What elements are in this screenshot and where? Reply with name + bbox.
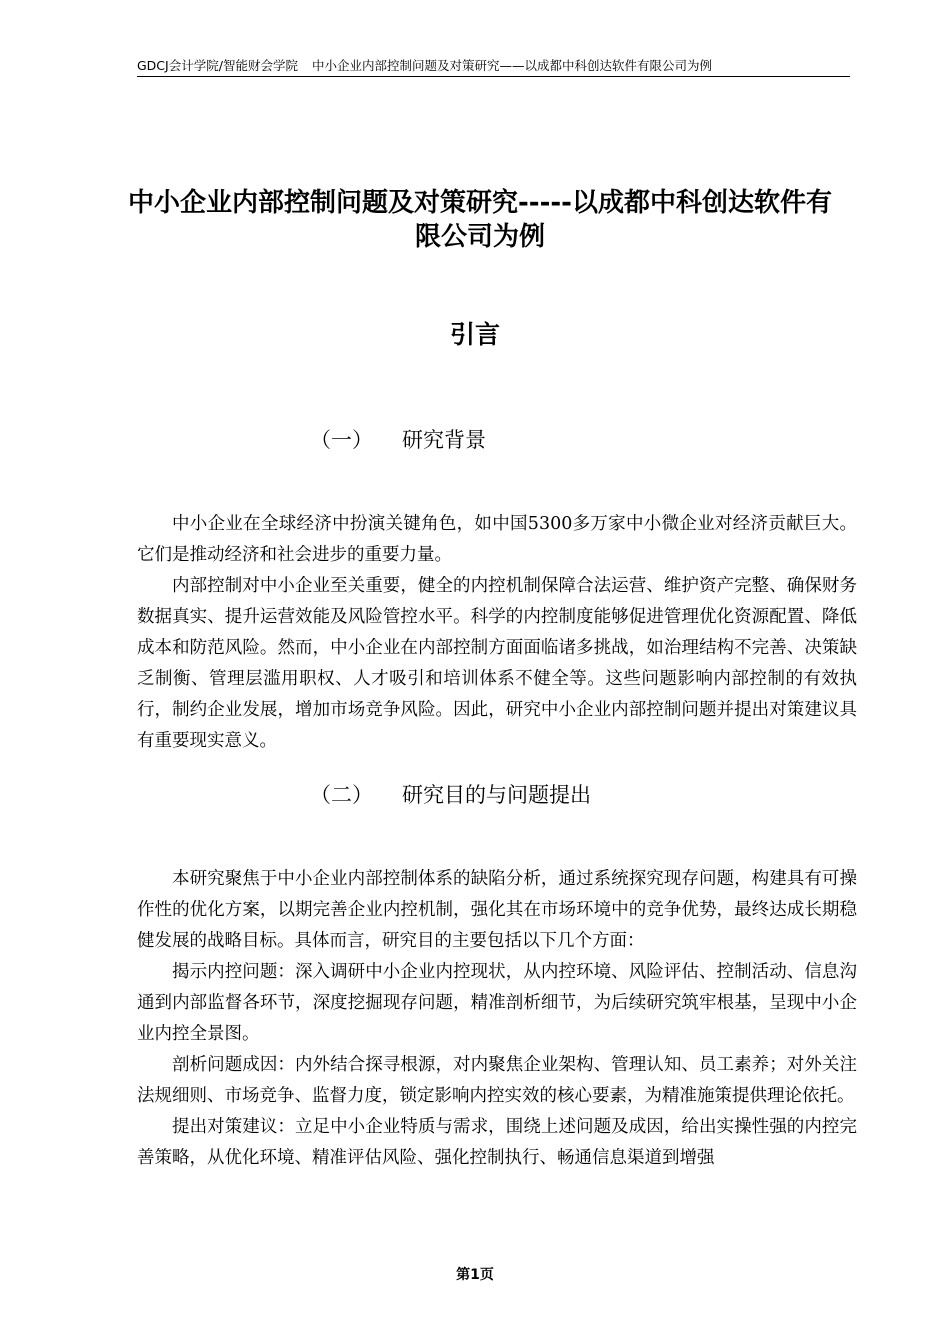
paragraph: 提出对策建议：立足中小企业特质与需求，围绕上述问题及成因，给出实操性强的内控完善策略，从优化环境、精准评估风险、强化控制执行、畅通信息渠道到增强: [137, 1117, 857, 1168]
page-number: 第1页: [456, 1267, 494, 1283]
section-title: 研究背景: [402, 428, 486, 452]
document-title: 中小企业内部控制问题及对策研究-----以成都中科创达软件有限公司为例: [128, 188, 832, 252]
paragraph: 本研究聚焦于中小企业内部控制体系的缺陷分析，通过系统探究现存问题，构建具有可操作性的优化方案，以期完善企业内控机制，强化其在市场环境中的竞争优势，最终达成长期稳健发展的战略目标。具体而言，研究目的主要包括以下几个方面：: [137, 869, 857, 951]
introduction-heading: 引言: [449, 320, 500, 349]
section-body-purpose: [137, 864, 857, 1174]
section-number: （一）: [310, 428, 373, 452]
header-institution: GDCJ会计学院/智能财会学院: [137, 58, 298, 73]
paragraph: 内部控制对中小企业至关重要，健全的内控机制保障合法运营、维护资产完整、确保财务数据真实、提升运营效能及风险管控水平。科学的内控制度能够促进管理优化资源配置、降低成本和防范风险。然而，中小企业在内部控制方面面临诸多挑战，如治理结构不完善、决策缺乏制衡、管理层滥用职权、人才吸引和培训体系不健全等。这些问题影响内部控制的有效执行，制约企业发展，增加市场竞争风险。因此，研究中小企业内部控制问题并提出对策建议具有重要现实意义。: [137, 576, 857, 751]
page-header: [137, 57, 850, 77]
header-running-title: 中小企业内部控制问题及对策研究——以成都中科创达软件有限公司为例: [311, 58, 712, 73]
paragraph: 剖析问题成因：内外结合探寻根源，对内聚焦企业架构、管理认知、员工素养；对外关注法规细则、市场竞争、监督力度，锁定影响内控实效的核心要素，为精准施策提供理论依托。: [137, 1055, 857, 1106]
paragraph: 揭示内控问题：深入调研中小企业内控现状，从内控环境、风险评估、控制活动、信息沟通到内部监督各环节，深度挖掘现存问题，精准剖析细节，为后续研究筑牢根基，呈现中小企业内控全景图。: [137, 962, 857, 1044]
section-body-background: [137, 509, 857, 757]
section-title: 研究目的与问题提出: [402, 783, 591, 807]
section-heading-purpose: [310, 781, 591, 809]
section-heading-background: [310, 426, 486, 454]
section-number: （二）: [310, 783, 373, 807]
paragraph: 中小企业在全球经济中扮演关键角色，如中国5300多万家中小微企业对经济贡献巨大。它们是推动经济和社会进步的重要力量。: [137, 514, 857, 565]
